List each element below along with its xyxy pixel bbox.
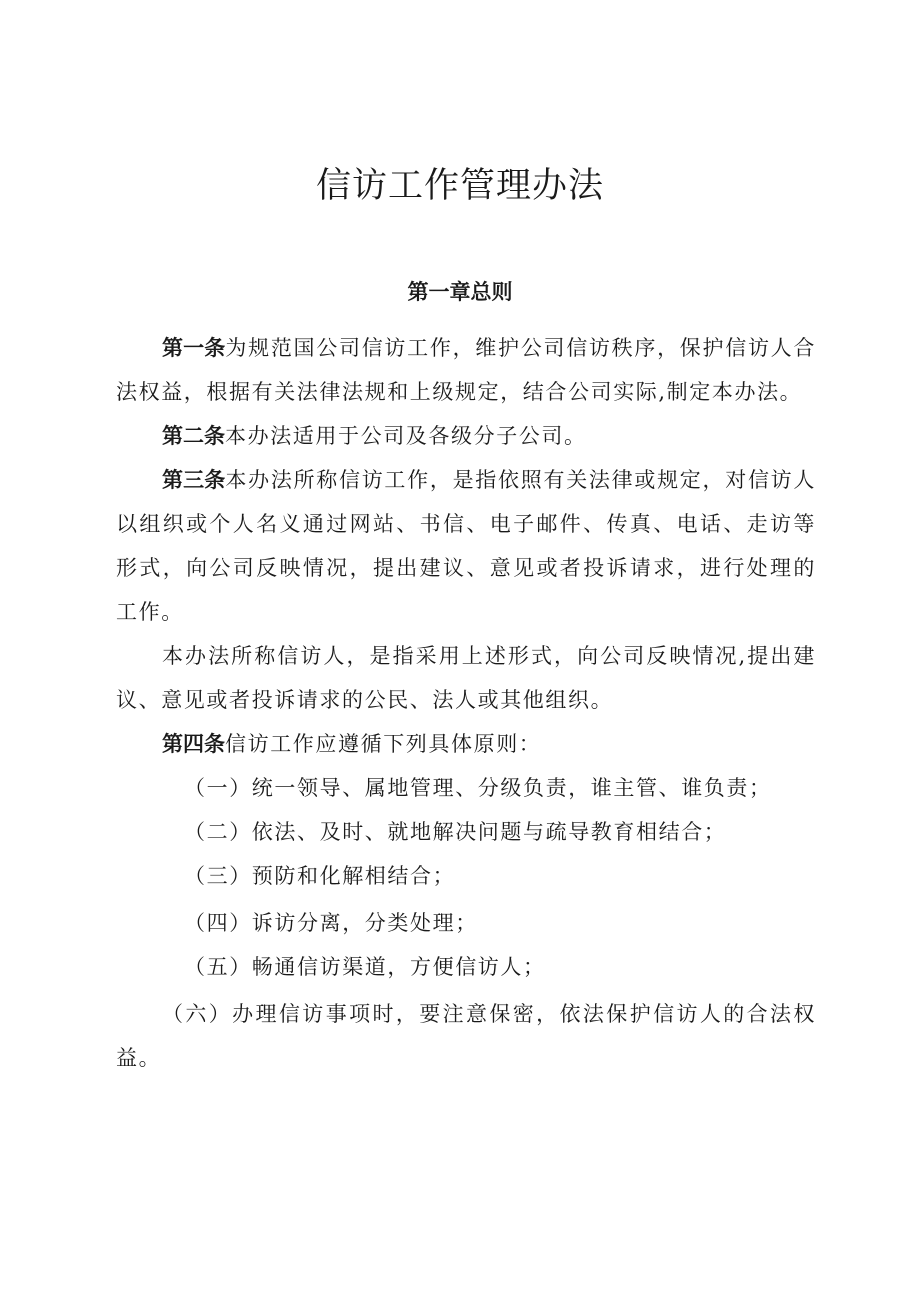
document-body xyxy=(116,326,816,1080)
article-label: 第二条 xyxy=(162,424,225,448)
article-3 xyxy=(116,458,816,634)
article-4 xyxy=(116,722,816,766)
chapter-heading: 第一章总则 xyxy=(407,280,513,304)
principle-item: （三）预防和化解相结合； xyxy=(184,864,456,888)
principle-item: （二）依法、及时、就地解决问题与疏导教育相结合； xyxy=(184,820,727,844)
article-text: 信访工作应遵循下列具体原则： xyxy=(225,732,542,756)
article-label: 第四条 xyxy=(162,732,225,756)
document-title: 信访工作管理办法 xyxy=(315,166,604,206)
article-text: 本办法所称信访工作，是指依照有关法律或规定，对信访人以组织或个人名义通过网站、书信、电子邮件、传真、电话、走访等形式，向公司反映情况，提出建议、意见或者投诉请求，进行处理的工作。 xyxy=(116,468,816,624)
article-label: 第三条 xyxy=(162,468,226,492)
article-text: 本办法适用于公司及各级分子公司。 xyxy=(225,424,587,448)
principle-item: （四）诉访分离，分类处理； xyxy=(184,911,478,935)
article-text: 为规范国公司信访工作，维护公司信访秩序，保护信访人合法权益，根据有关法律法规和上级规定，结合公司实际,制定本办法。 xyxy=(116,336,816,404)
principle-item: （六）办理信访事项时，要注意保密，依法保护信访人的合法权益。 xyxy=(116,1002,816,1070)
principle-item: （一）统一领导、属地管理、分级负责，谁主管、谁负责； xyxy=(184,776,772,800)
article-3-supplement: 本办法所称信访人，是指采用上述形式，向公司反映情况,提出建议、意见或者投诉请求的公民、法人或其他组织。 xyxy=(116,644,816,712)
article-1 xyxy=(116,326,816,414)
article-label: 第一条 xyxy=(162,336,226,360)
principle-item: （五）畅通信访渠道，方便信访人； xyxy=(184,955,546,979)
article-2 xyxy=(116,414,816,458)
